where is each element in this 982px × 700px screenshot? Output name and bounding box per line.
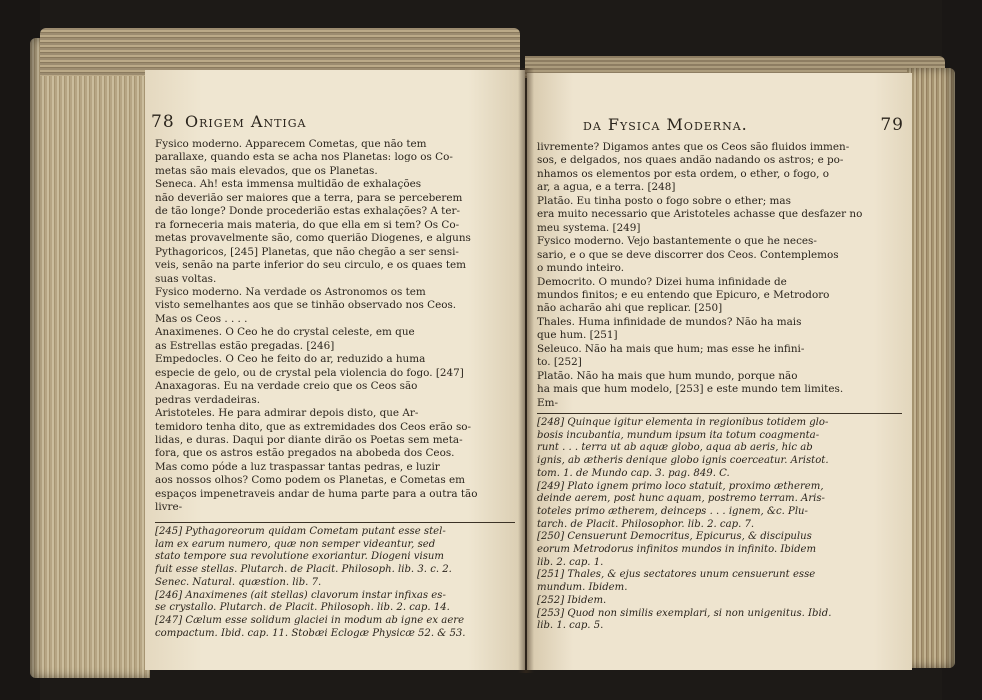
right-page-body <box>537 141 904 410</box>
text-line: Fysico moderno. Vejo bastantemente o que he neces- <box>537 235 817 248</box>
footnote-line: [248] Quinque igitur elementa in regionibus totidem glo- <box>537 417 829 428</box>
page-block-left-edge <box>30 38 150 678</box>
text-line: suas voltas. <box>155 272 217 285</box>
footnote-line: lib. 2. cap. 1. <box>537 556 604 568</box>
text-line: lidas, e duras. Daqui por diante dirão os Poetas sem meta- <box>155 433 463 446</box>
text-line: mundos finitos; e eu entendo que Epicuro, e Metrodoro <box>537 288 830 301</box>
book-gutter <box>518 68 534 673</box>
text-line: Aristoteles. He para admirar depois disto, que Ar- <box>155 407 419 420</box>
text-line: Pythagoricos, [245] Planetas, que não chegão a ser sensi- <box>155 245 459 258</box>
text-line: parallaxe, quando esta se acha nos Planetas: logo os Co- <box>155 151 453 164</box>
footnote-line: bosis incubantia, mundum ipsum ita totum coagmenta- <box>537 429 820 441</box>
text-line: Seneca. Ah! esta immensa multidão de exhalações <box>155 178 422 191</box>
text-line: ra forneceria mais materia, do que ella em si tem? Os Co- <box>155 218 460 231</box>
right-page-header <box>535 115 904 139</box>
footnote-line: stato tempore sua revolutione exoriantur. Diogeni visum <box>155 551 444 563</box>
left-page-number: 78 <box>151 112 175 132</box>
text-line: Democrito. O mundo? Dizei huma infinidade de <box>537 275 787 288</box>
page-block-top-edge <box>40 28 520 76</box>
footnote-line: [246] Anaximenes (ait stellas) clavorum instar infixas es- <box>155 589 446 601</box>
footnote-line: eorum Metrodorus infinitos mundos in infinito. Ibidem <box>537 544 817 556</box>
text-line: não acharão ahi que replicar. [250] <box>537 302 723 315</box>
text-line: visto semelhantes aos que se tinhão observado nos Ceos. <box>155 299 457 312</box>
text-line: não deverião ser maiores que a terra, para se perceberem <box>155 191 463 204</box>
text-line: Mas os Ceos . . . . <box>155 312 248 325</box>
text-line: as Estrellas estão pregadas. [246] <box>155 339 335 352</box>
text-line: Seleuco. Não ha mais que hum; mas esse he infini- <box>537 342 805 355</box>
footnote-line: fuit esse stellas. Plutarch. de Placit. Philosoph. lib. 3. c. 2. <box>155 564 452 576</box>
left-running-title: Origem Antiga <box>185 112 307 131</box>
open-book <box>30 28 955 676</box>
text-line: to. [252] <box>537 356 582 369</box>
text-line: temidoro tenha dito, que as extremidades dos Ceos erão so- <box>155 420 472 433</box>
text-line: Platão. Não ha mais que hum mundo, porque não <box>537 369 798 382</box>
text-line: Empedocles. O Ceo he feito do ar, reduzido a huma <box>155 353 426 366</box>
page-block-right-edge <box>907 68 955 668</box>
footnote-line: se crystallo. Plutarch. de Placit. Philosoph. lib. 2. cap. 14. <box>155 602 450 614</box>
footnote-line: [253] Quod non similis exemplari, si non unigenitus. Ibid. <box>537 607 832 619</box>
footnote-line: [252] Ibidem. <box>537 594 607 606</box>
text-line: metas provavelmente são, como querião Diogenes, e alguns <box>155 232 471 245</box>
footnote-line: mundum. Ibidem. <box>537 582 628 594</box>
text-line: sos, e delgados, nos quaes andão nadando os astros; e po- <box>537 154 844 167</box>
text-line: especie de gelo, ou de crystal pela violencia do fogo. [247] <box>155 366 464 379</box>
right-page <box>527 73 912 670</box>
footnote-line: [251] Thales, & ejus sectatores unum censuerunt esse <box>537 569 816 581</box>
left-page <box>145 70 525 670</box>
footnote-line: tarch. de Placit. Philosophor. lib. 2. cap. 7. <box>537 518 755 530</box>
left-page-header <box>151 112 519 136</box>
right-page-footnotes <box>537 417 904 633</box>
footnote-line: [245] Pythagoreorum quidam Cometam putant esse stel- <box>155 526 446 537</box>
right-footnote-rule <box>537 413 902 414</box>
right-running-title: da Fysica Moderna. <box>583 115 748 134</box>
footnote-line: Senec. Natural. quæstion. lib. 7. <box>155 576 322 588</box>
text-line: Anaxagoras. Eu na verdade creio que os Ceos são <box>155 380 418 393</box>
footnote-line: [249] Plato ignem primo loco statuit, proximo ætherem, <box>537 480 824 492</box>
text-line: era muito necessario que Aristoteles achasse que desfazer no <box>537 208 863 221</box>
text-line: o mundo inteiro. <box>537 262 625 275</box>
text-line: ar, a agua, e a terra. [248] <box>537 181 676 194</box>
footnote-line: lam ex earum numero, quæ non semper videantur, sed <box>155 538 436 550</box>
text-line: metas são mais elevados, que os Planetas. <box>155 164 378 177</box>
footnote-line: [250] Censuerunt Democritus, Epicurus, & discipulus <box>537 531 812 543</box>
text-line: Anaximenes. O Ceo he do crystal celeste, em que <box>155 326 415 339</box>
text-line: Fysico moderno. Na verdade os Astronomos os tem <box>155 285 426 298</box>
footnote-line: lib. 1. cap. 5. <box>537 620 604 632</box>
text-line: pedras verdadeiras. <box>155 393 261 406</box>
text-line: Em- <box>537 396 558 409</box>
text-line: Thales. Huma infinidade de mundos? Não ha mais <box>537 315 802 328</box>
text-line: ha mais que hum modelo, [253] e este mundo tem limites. <box>537 383 844 396</box>
footnote-line: ignis, ab ætheris denique globo ignis coerceatur. Aristot. <box>537 455 829 467</box>
text-line: meu systema. [249] <box>537 221 641 234</box>
text-line: nhamos os elementos por esta ordem, o ether, o fogo, o <box>537 167 829 180</box>
footnote-line: [247] Cælum esse solidum glaciei in modum ab igne ex aere <box>155 614 465 626</box>
text-line: veis, senão na parte inferior do seu circulo, e os quaes tem <box>155 259 466 272</box>
text-line: Fysico moderno. Apparecem Cometas, que não tem <box>155 138 427 150</box>
left-page-footnotes <box>155 526 517 640</box>
text-line: aos nossos olhos? Como podem os Planetas, e Cometas em <box>155 474 466 487</box>
text-line: sario, e o que se deve discorrer dos Ceos. Contemplemos <box>537 248 839 261</box>
text-line: fora, que os astros estão pregados na abobeda dos Ceos. <box>155 447 455 460</box>
right-page-number: 79 <box>880 115 904 135</box>
left-page-body <box>155 138 517 515</box>
left-footnote-rule <box>155 522 515 523</box>
footnote-line: compactum. Ibid. cap. 11. Stobæi Eclogæ Physicæ 52. & 53. <box>155 627 466 639</box>
text-line: espaços impenetraveis andar de huma parte para a outra tão <box>155 487 478 500</box>
text-line: livre- <box>155 501 183 514</box>
footnote-line: deinde aerem, post hunc aquam, postremo terram. Aris- <box>537 493 825 505</box>
text-line: de tão longe? Donde procederião estas exhalações? A ter- <box>155 205 460 218</box>
text-line: Platão. Eu tinha posto o fogo sobre o ether; mas <box>537 194 791 207</box>
text-line: livremente? Digamos antes que os Ceos são fluidos immen- <box>537 141 850 153</box>
text-line: Mas como póde a luz traspassar tantas pedras, e luzir <box>155 460 440 473</box>
footnote-line: tom. 1. de Mundo cap. 3. pag. 849. C. <box>537 467 730 479</box>
text-line: que hum. [251] <box>537 329 618 342</box>
footnote-line: toteles primo ætherem, deinceps . . . ignem, &c. Plu- <box>537 505 808 517</box>
footnote-line: runt . . . terra ut ab aquæ globo, aqua ab aeris, hic ab <box>537 442 813 454</box>
